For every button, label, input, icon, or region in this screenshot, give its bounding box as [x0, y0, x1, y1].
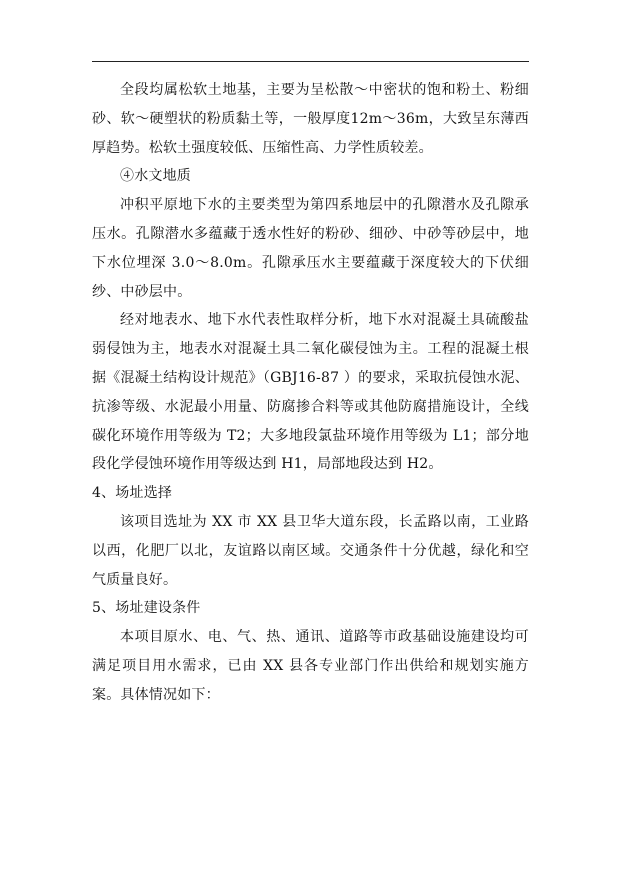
paragraph-groundwater-types: 冲积平原地下水的主要类型为第四系地层中的孔隙潜水及孔隙承压水。孔隙潜水多蕴藏于透水性好的粉砂、细砂、中砂等砂层中，地下水位埋深 3.0～8.0m。孔隙承压水主要蕴藏于深度较大的下伏细纱、中砂层中。: [92, 197, 529, 300]
paragraph-corrosion-analysis: 经对地表水、地下水代表性取样分析，地下水对混凝土具硫酸盐弱侵蚀为主，地表水对混凝土具二氧化碳侵蚀为主。工程的混凝土根据《混凝土结构设计规范》（GBJ16-87 ）的要求，采取抗侵蚀水泥、抗渗等级、水泥最小用量、防腐掺合料等或其他防腐措施设计，全线碳化环境作用等级为 T2；大多地段氯盐环境作用等级为 L1；部分地段化学侵蚀环境作用等级达到 H1，局部地段达到 H2。: [92, 312, 529, 473]
section-title-site-conditions: 5、场址建设条件: [92, 600, 201, 617]
paragraph-site-conditions: 本项目原水、电、气、热、通讯、道路等市政基础设施建设均可满足项目用水需求，已由 XX 县各专业部门作出供给和规划实施方案。具体情况如下：: [92, 629, 529, 703]
paragraph-site-selection: 该项目选址为 XX 市 XX 县卫华大道东段，长孟路以南，工业路以西，化肥厂以北，友谊路以南区域。交通条件十分优越，绿化和空气质量良好。: [92, 513, 529, 588]
paragraph-soft-soil-foundation: 全段均属松软土地基，主要为呈松散～中密状的饱和粉土、粉细砂、软～硬塑状的粉质黏土等，一般厚度12m～36m，大致呈东薄西厚趋势。松软土强度较低、压缩性高、力学性质较差。: [92, 82, 529, 156]
document-body: [92, 76, 529, 710]
header-rule: [92, 61, 529, 62]
section-title-site-selection: 4、场址选择: [92, 485, 173, 502]
section-title-hydrogeology: ④水文地质: [120, 168, 191, 185]
